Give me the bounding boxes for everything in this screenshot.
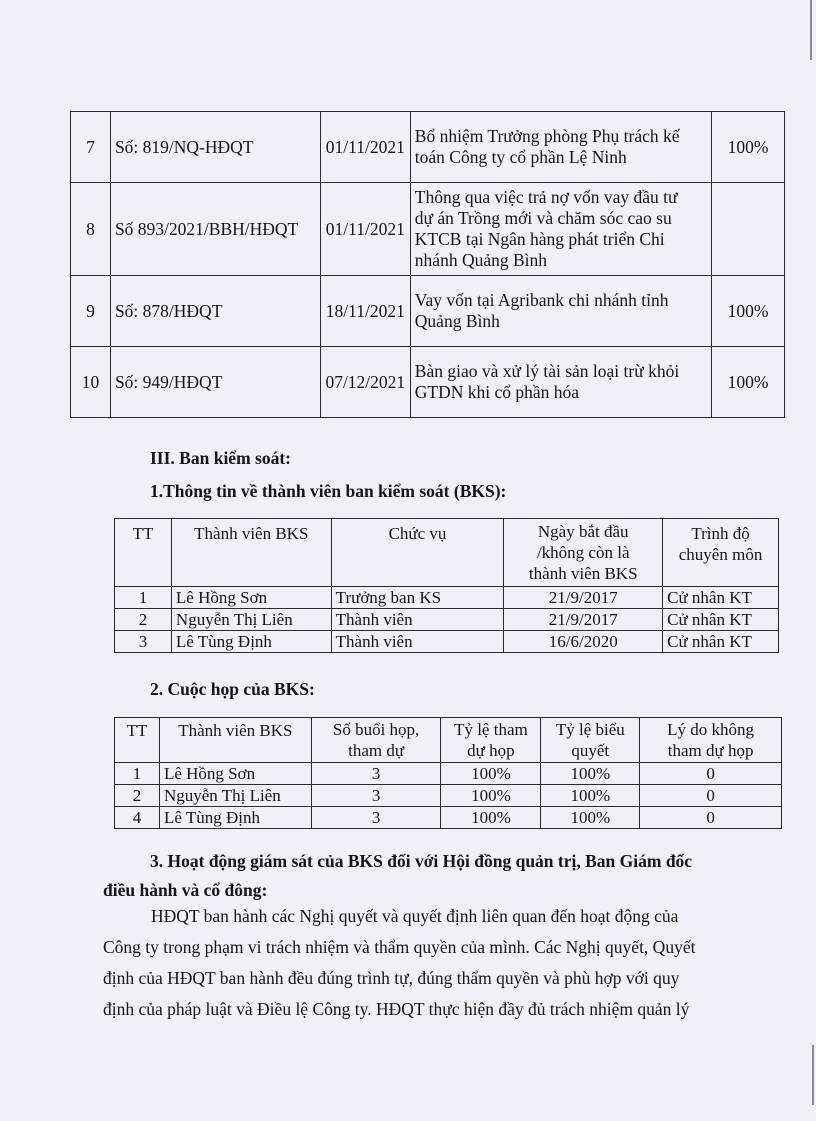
header-line: dự họp [467, 741, 515, 760]
member-start-date: 16/6/2020 [504, 631, 663, 653]
approval-rate [712, 183, 785, 276]
resolution-content [410, 183, 711, 276]
approval-rate: 100% [712, 276, 785, 347]
column-header [311, 718, 441, 763]
meetings-attended: 3 [311, 785, 441, 807]
header-line: thành viên BKS [528, 564, 638, 583]
member-start-date: 21/9/2017 [504, 609, 663, 631]
column-header: TT [115, 718, 160, 763]
column-header [640, 718, 782, 763]
table-row [115, 807, 782, 829]
content-line: nhánh Quảng Bình [414, 250, 548, 270]
resolutions-table [70, 111, 785, 418]
content-line: Quảng Bình [414, 311, 500, 331]
subsection-title-meetings: 2. Cuộc họp của BKS: [150, 679, 315, 699]
column-header [663, 519, 779, 587]
header-line: Ngày bắt đầu [537, 522, 629, 541]
supervisory-meetings-table [114, 717, 782, 829]
table-row [71, 276, 785, 347]
column-header [541, 718, 640, 763]
resolution-content [410, 347, 711, 418]
member-position: Thành viên [331, 609, 504, 631]
member-qualification: Cử nhân KT [663, 609, 779, 631]
row-no: 3 [115, 631, 172, 653]
column-header: Thành viên BKS [171, 519, 331, 587]
table-row [71, 112, 785, 183]
header-line: Tỷ lệ biểu [555, 720, 625, 739]
resolution-number: Số: 949/HĐQT [110, 347, 320, 418]
column-header: TT [115, 519, 172, 587]
resolution-date: 01/11/2021 [320, 112, 410, 183]
resolution-content [410, 276, 711, 347]
subsection-title-members: 1.Thông tin về thành viên ban kiểm soát (BKS): [150, 481, 507, 501]
member-position: Thành viên [331, 631, 504, 653]
binding-mark-bottom [812, 1045, 814, 1105]
header-line: Trình độ [691, 524, 750, 543]
member-name: Lê Hồng Sơn [159, 763, 311, 785]
row-no: 7 [71, 112, 111, 183]
approval-rate: 100% [712, 112, 785, 183]
content-line: toán Công ty cổ phần Lệ Ninh [414, 147, 627, 167]
row-no: 4 [115, 807, 160, 829]
content-line: Vay vốn tại Agribank chi nhánh tỉnh [414, 290, 669, 310]
resolution-date: 01/11/2021 [320, 183, 410, 276]
resolution-date: 18/11/2021 [320, 276, 410, 347]
table-row [115, 631, 779, 653]
header-line: Số buổi họp, [332, 720, 420, 739]
row-no: 9 [71, 276, 111, 347]
absence-reason: 0 [640, 785, 782, 807]
member-qualification: Cử nhân KT [663, 631, 779, 653]
resolution-number: Số: 819/NQ-HĐQT [110, 112, 320, 183]
member-position: Trưởng ban KS [331, 587, 504, 609]
member-name: Lê Tùng Định [171, 631, 331, 653]
column-header [441, 718, 541, 763]
table-row [71, 347, 785, 418]
absence-reason: 0 [640, 807, 782, 829]
content-line: Bàn giao và xử lý tài sản loại trừ khỏi [414, 361, 680, 381]
content-line: GTDN khi cổ phần hóa [414, 382, 580, 402]
member-name: Nguyễn Thị Liên [159, 785, 311, 807]
table-header-row [115, 718, 782, 763]
activities-paragraph [103, 901, 769, 1025]
paragraph-line: HĐQT ban hành các Nghị quyết và quyết định liên quan đến hoạt động của [151, 906, 679, 926]
paragraph-line: Công ty trong phạm vi trách nhiệm và thẩm quyền của mình. Các Nghị quyết, Quyết [103, 937, 696, 957]
subsection-title-activities-cont: điều hành và cổ đông: [103, 880, 268, 900]
member-name: Lê Tùng Định [159, 807, 311, 829]
attendance-rate: 100% [441, 763, 541, 785]
table-row [71, 183, 785, 276]
header-line: quyết [571, 741, 610, 760]
row-no: 10 [71, 347, 111, 418]
section-title: III. Ban kiểm soát: [150, 448, 291, 468]
voting-rate: 100% [541, 763, 640, 785]
header-line: Tỷ lệ tham [454, 720, 528, 739]
attendance-rate: 100% [441, 807, 541, 829]
column-header: Chức vụ [331, 519, 504, 587]
member-name: Lê Hồng Sơn [171, 587, 331, 609]
resolution-number: Số: 878/HĐQT [110, 276, 320, 347]
row-no: 2 [115, 785, 160, 807]
attendance-rate: 100% [441, 785, 541, 807]
resolution-content [410, 112, 711, 183]
member-name: Nguyễn Thị Liên [171, 609, 331, 631]
meetings-attended: 3 [311, 763, 441, 785]
table-header-row [115, 519, 779, 587]
approval-rate: 100% [712, 347, 785, 418]
row-no: 2 [115, 609, 172, 631]
row-no: 1 [115, 763, 160, 785]
table-row [115, 587, 779, 609]
row-no: 8 [71, 183, 111, 276]
member-start-date: 21/9/2017 [504, 587, 663, 609]
header-line: /không còn là [536, 543, 630, 562]
column-header: Thành viên BKS [159, 718, 311, 763]
table-row [115, 785, 782, 807]
header-line: tham dự họp [667, 741, 754, 760]
content-line: KTCB tại Ngân hàng phát triển Chi [414, 229, 665, 249]
resolution-date: 07/12/2021 [320, 347, 410, 418]
paragraph-line: định của pháp luật và Điều lệ Công ty. HĐQT thực hiện đầy đủ trách nhiệm quản lý [103, 999, 690, 1019]
header-line: Lý do không [667, 720, 755, 739]
content-line: dự án Trồng mới và chăm sóc cao su [414, 208, 672, 228]
member-qualification: Cử nhân KT [663, 587, 779, 609]
meetings-attended: 3 [311, 807, 441, 829]
content-line: Bổ nhiệm Trưởng phòng Phụ trách kế [414, 126, 680, 146]
paragraph-line: định của HĐQT ban hành đều đúng trình tự, đúng thẩm quyền và phù hợp với quy [103, 968, 680, 988]
supervisory-members-table [114, 518, 779, 653]
binding-mark-top [810, 0, 812, 60]
voting-rate: 100% [541, 807, 640, 829]
column-header [504, 519, 663, 587]
row-no: 1 [115, 587, 172, 609]
subsection-title-activities: 3. Hoạt động giám sát của BKS đối với Hội đồng quản trị, Ban Giám đốc [150, 851, 693, 871]
header-line: tham dự [348, 741, 405, 760]
resolution-number: Số 893/2021/BBH/HĐQT [110, 183, 320, 276]
content-line: Thông qua việc trả nợ vốn vay đầu tư [414, 187, 678, 207]
absence-reason: 0 [640, 763, 782, 785]
table-row [115, 763, 782, 785]
header-line: chuyên môn [678, 545, 763, 564]
table-row [115, 609, 779, 631]
voting-rate: 100% [541, 785, 640, 807]
